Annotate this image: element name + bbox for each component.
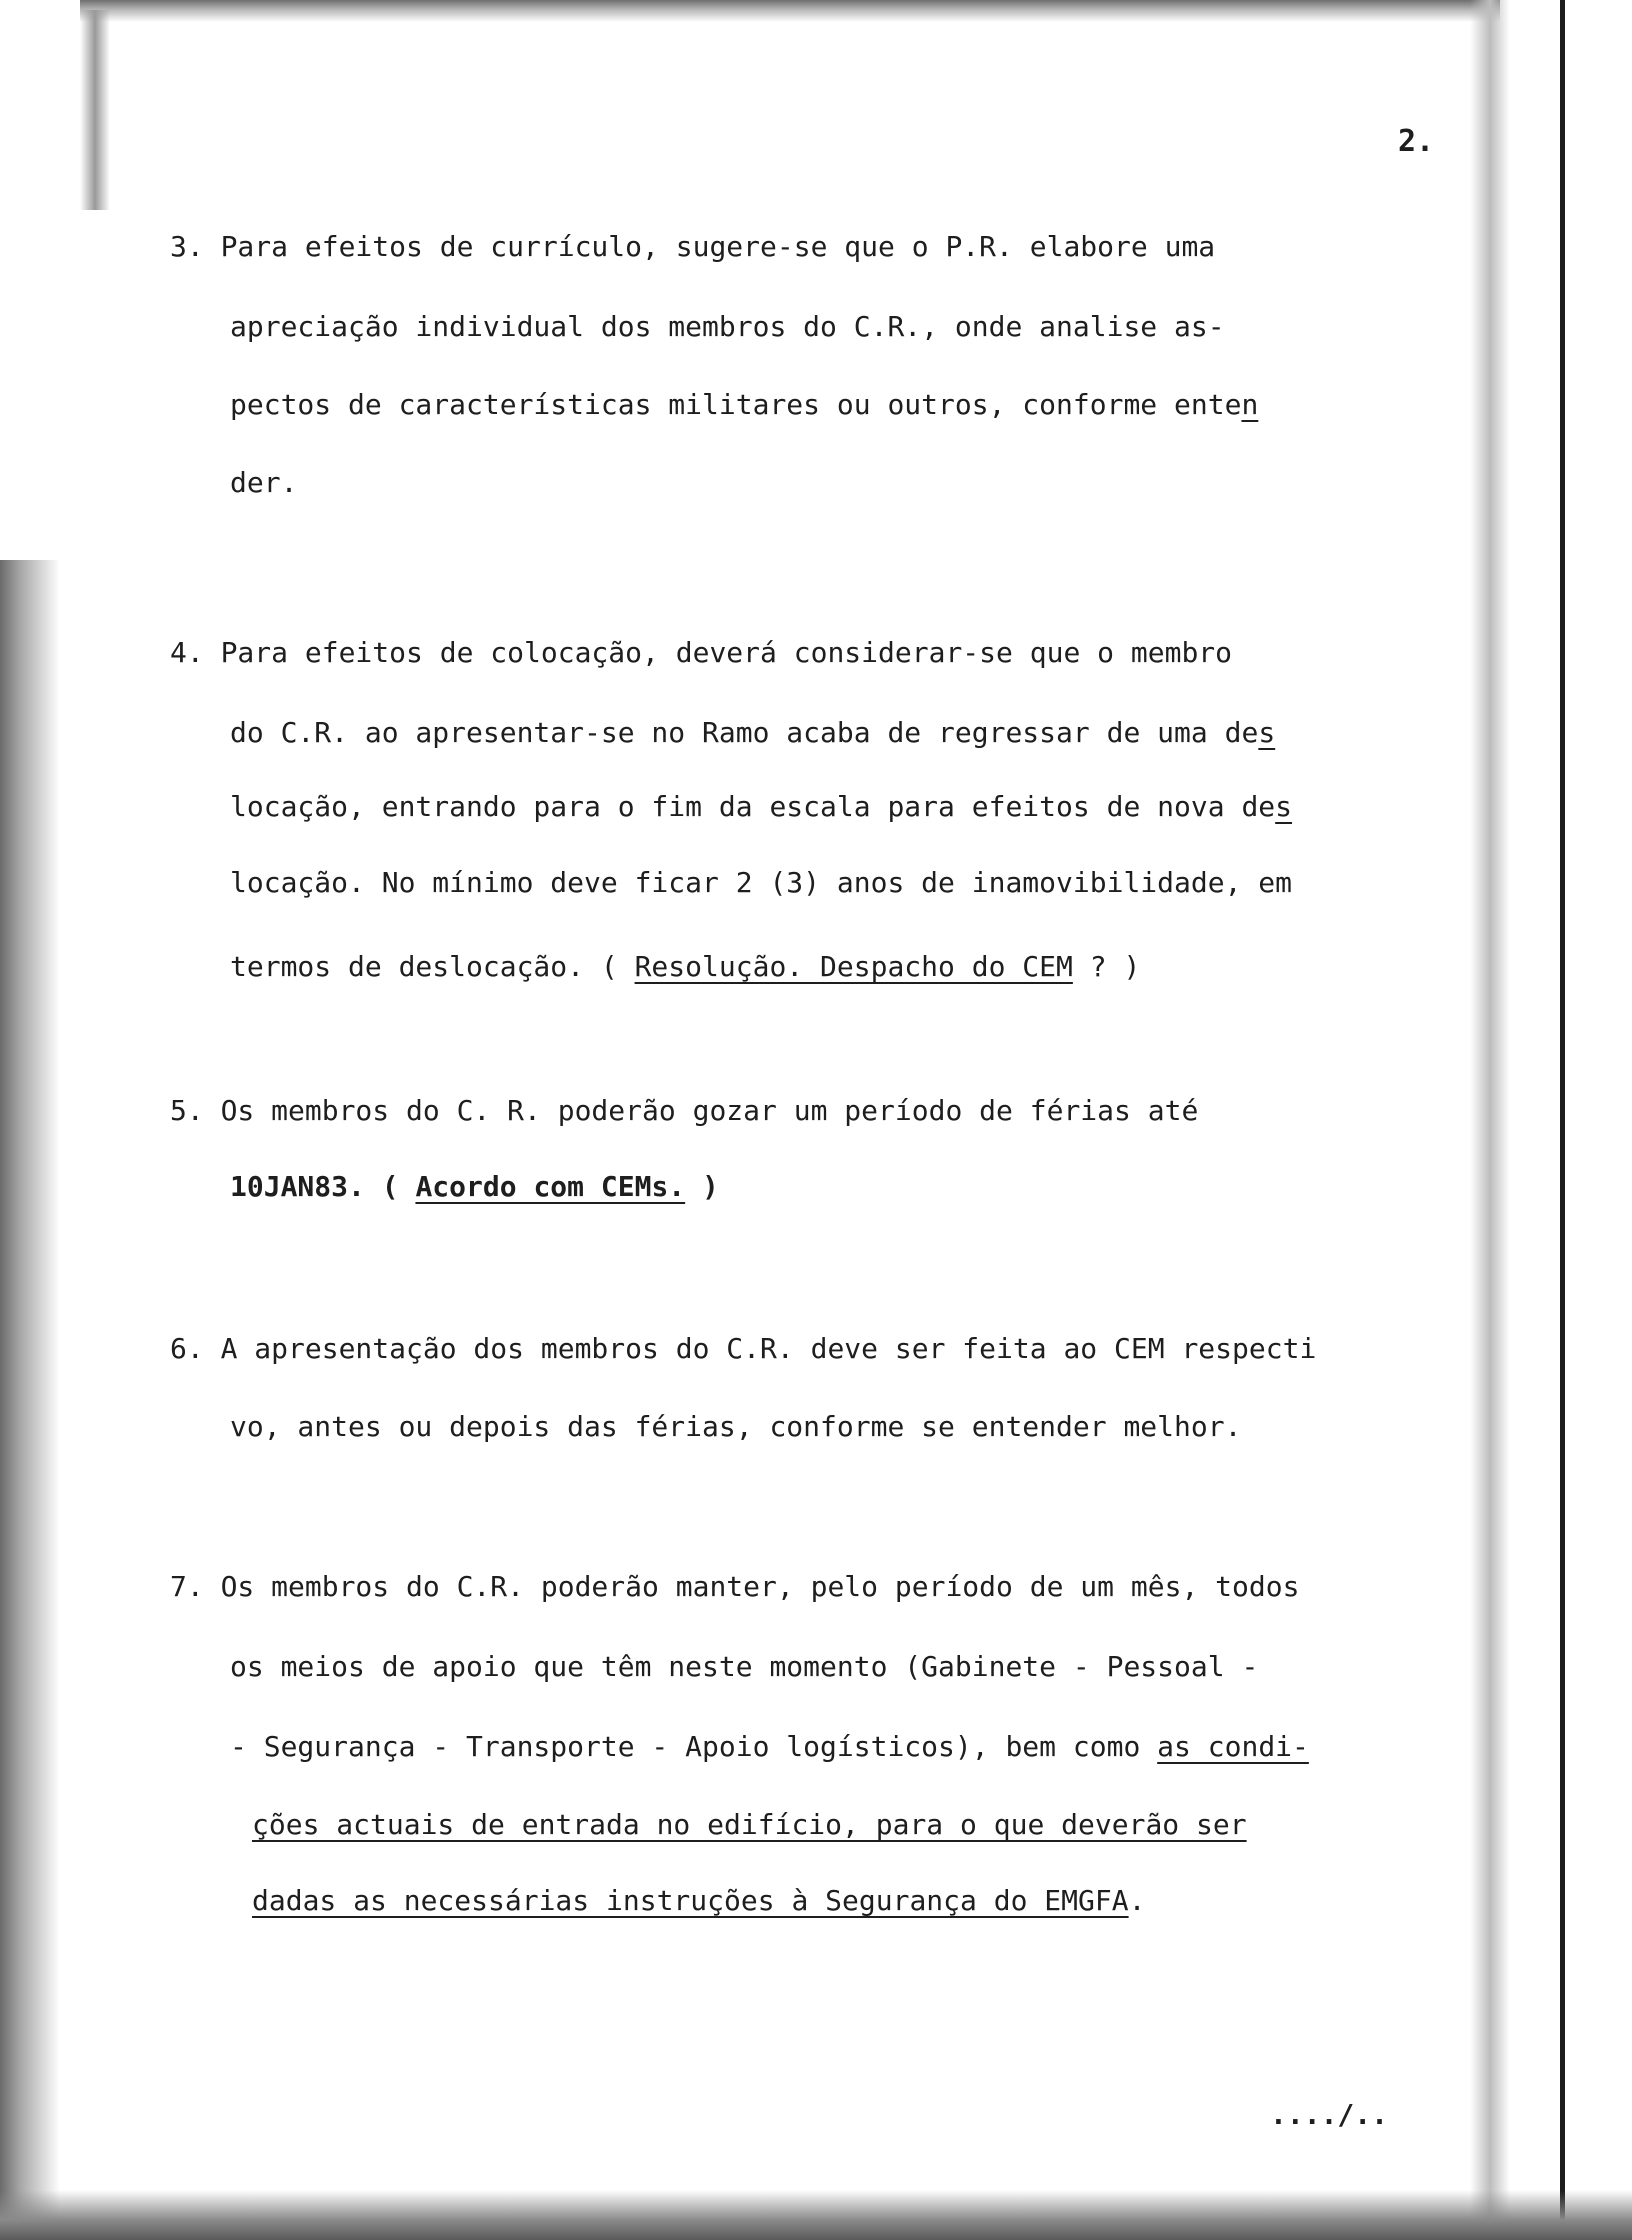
paragraph-4-line-3: locação, entrando para o fim da escala para efeitos de nova des — [230, 790, 1293, 823]
paragraph-3-line-3: pectos de características militares ou outros, conforme enten — [230, 388, 1259, 421]
scan-edge-right-shadow — [1470, 0, 1510, 2240]
paragraph-4-line-5: termos de deslocação. ( Resolução. Despacho do CEM ? ) — [230, 950, 1141, 983]
paragraph-7-line-3: - Segurança - Transporte - Apoio logísticos), bem como as condi- — [230, 1730, 1309, 1763]
scan-edge-right-line — [1560, 0, 1565, 2240]
paragraph-3-line-2: apreciação individual dos membros do C.R., onde analise as- — [230, 310, 1225, 343]
page-number: 2. — [1398, 124, 1435, 159]
scan-edge-left-top — [80, 10, 110, 210]
paragraph-4-line-2: do C.R. ao apresentar-se no Ramo acaba de regressar de uma des — [230, 716, 1276, 749]
paragraph-4-line-4: locação. No mínimo deve ficar 2 (3) anos de inamovibilidade, em — [230, 866, 1293, 899]
paragraph-5-line-1: 5. Os membros do C. R. poderão gozar um período de férias até — [170, 1094, 1199, 1127]
continuation-mark: ..../.. — [1270, 2098, 1389, 2131]
paragraph-5-line-2: 10JAN83. ( Acordo com CEMs. ) — [230, 1170, 719, 1203]
scan-edge-left — [0, 560, 60, 2240]
paragraph-7-line-2: os meios de apoio que têm neste momento (Gabinete - Pessoal - — [230, 1650, 1259, 1683]
scan-edge-bottom — [0, 2190, 1632, 2240]
paragraph-7-line-1: 7. Os membros do C.R. poderão manter, pelo período de um mês, todos — [170, 1570, 1300, 1603]
paragraph-3-line-4: der. — [230, 466, 298, 499]
paragraph-7-line-4: ções actuais de entrada no edifício, para o que deverão ser — [252, 1808, 1247, 1841]
agreement-note: Acordo com CEMs. — [415, 1170, 686, 1203]
paragraph-6-line-2: vo, antes ou depois das férias, conforme se entender melhor. — [230, 1410, 1242, 1443]
scan-edge-top — [80, 0, 1500, 22]
paragraph-6-line-1: 6. A apresentação dos membros do C.R. deve ser feita ao CEM respecti — [170, 1332, 1317, 1365]
paragraph-7-line-5: dadas as necessárias instruções à Segurança do EMGFA. — [252, 1884, 1146, 1917]
paragraph-4-line-1: 4. Para efeitos de colocação, deverá considerar-se que o membro — [170, 636, 1233, 669]
paragraph-3-line-1: 3. Para efeitos de currículo, sugere-se que o P.R. elabore uma — [170, 230, 1216, 263]
resolution-note: Resolução. Despacho do CEM — [634, 950, 1073, 983]
